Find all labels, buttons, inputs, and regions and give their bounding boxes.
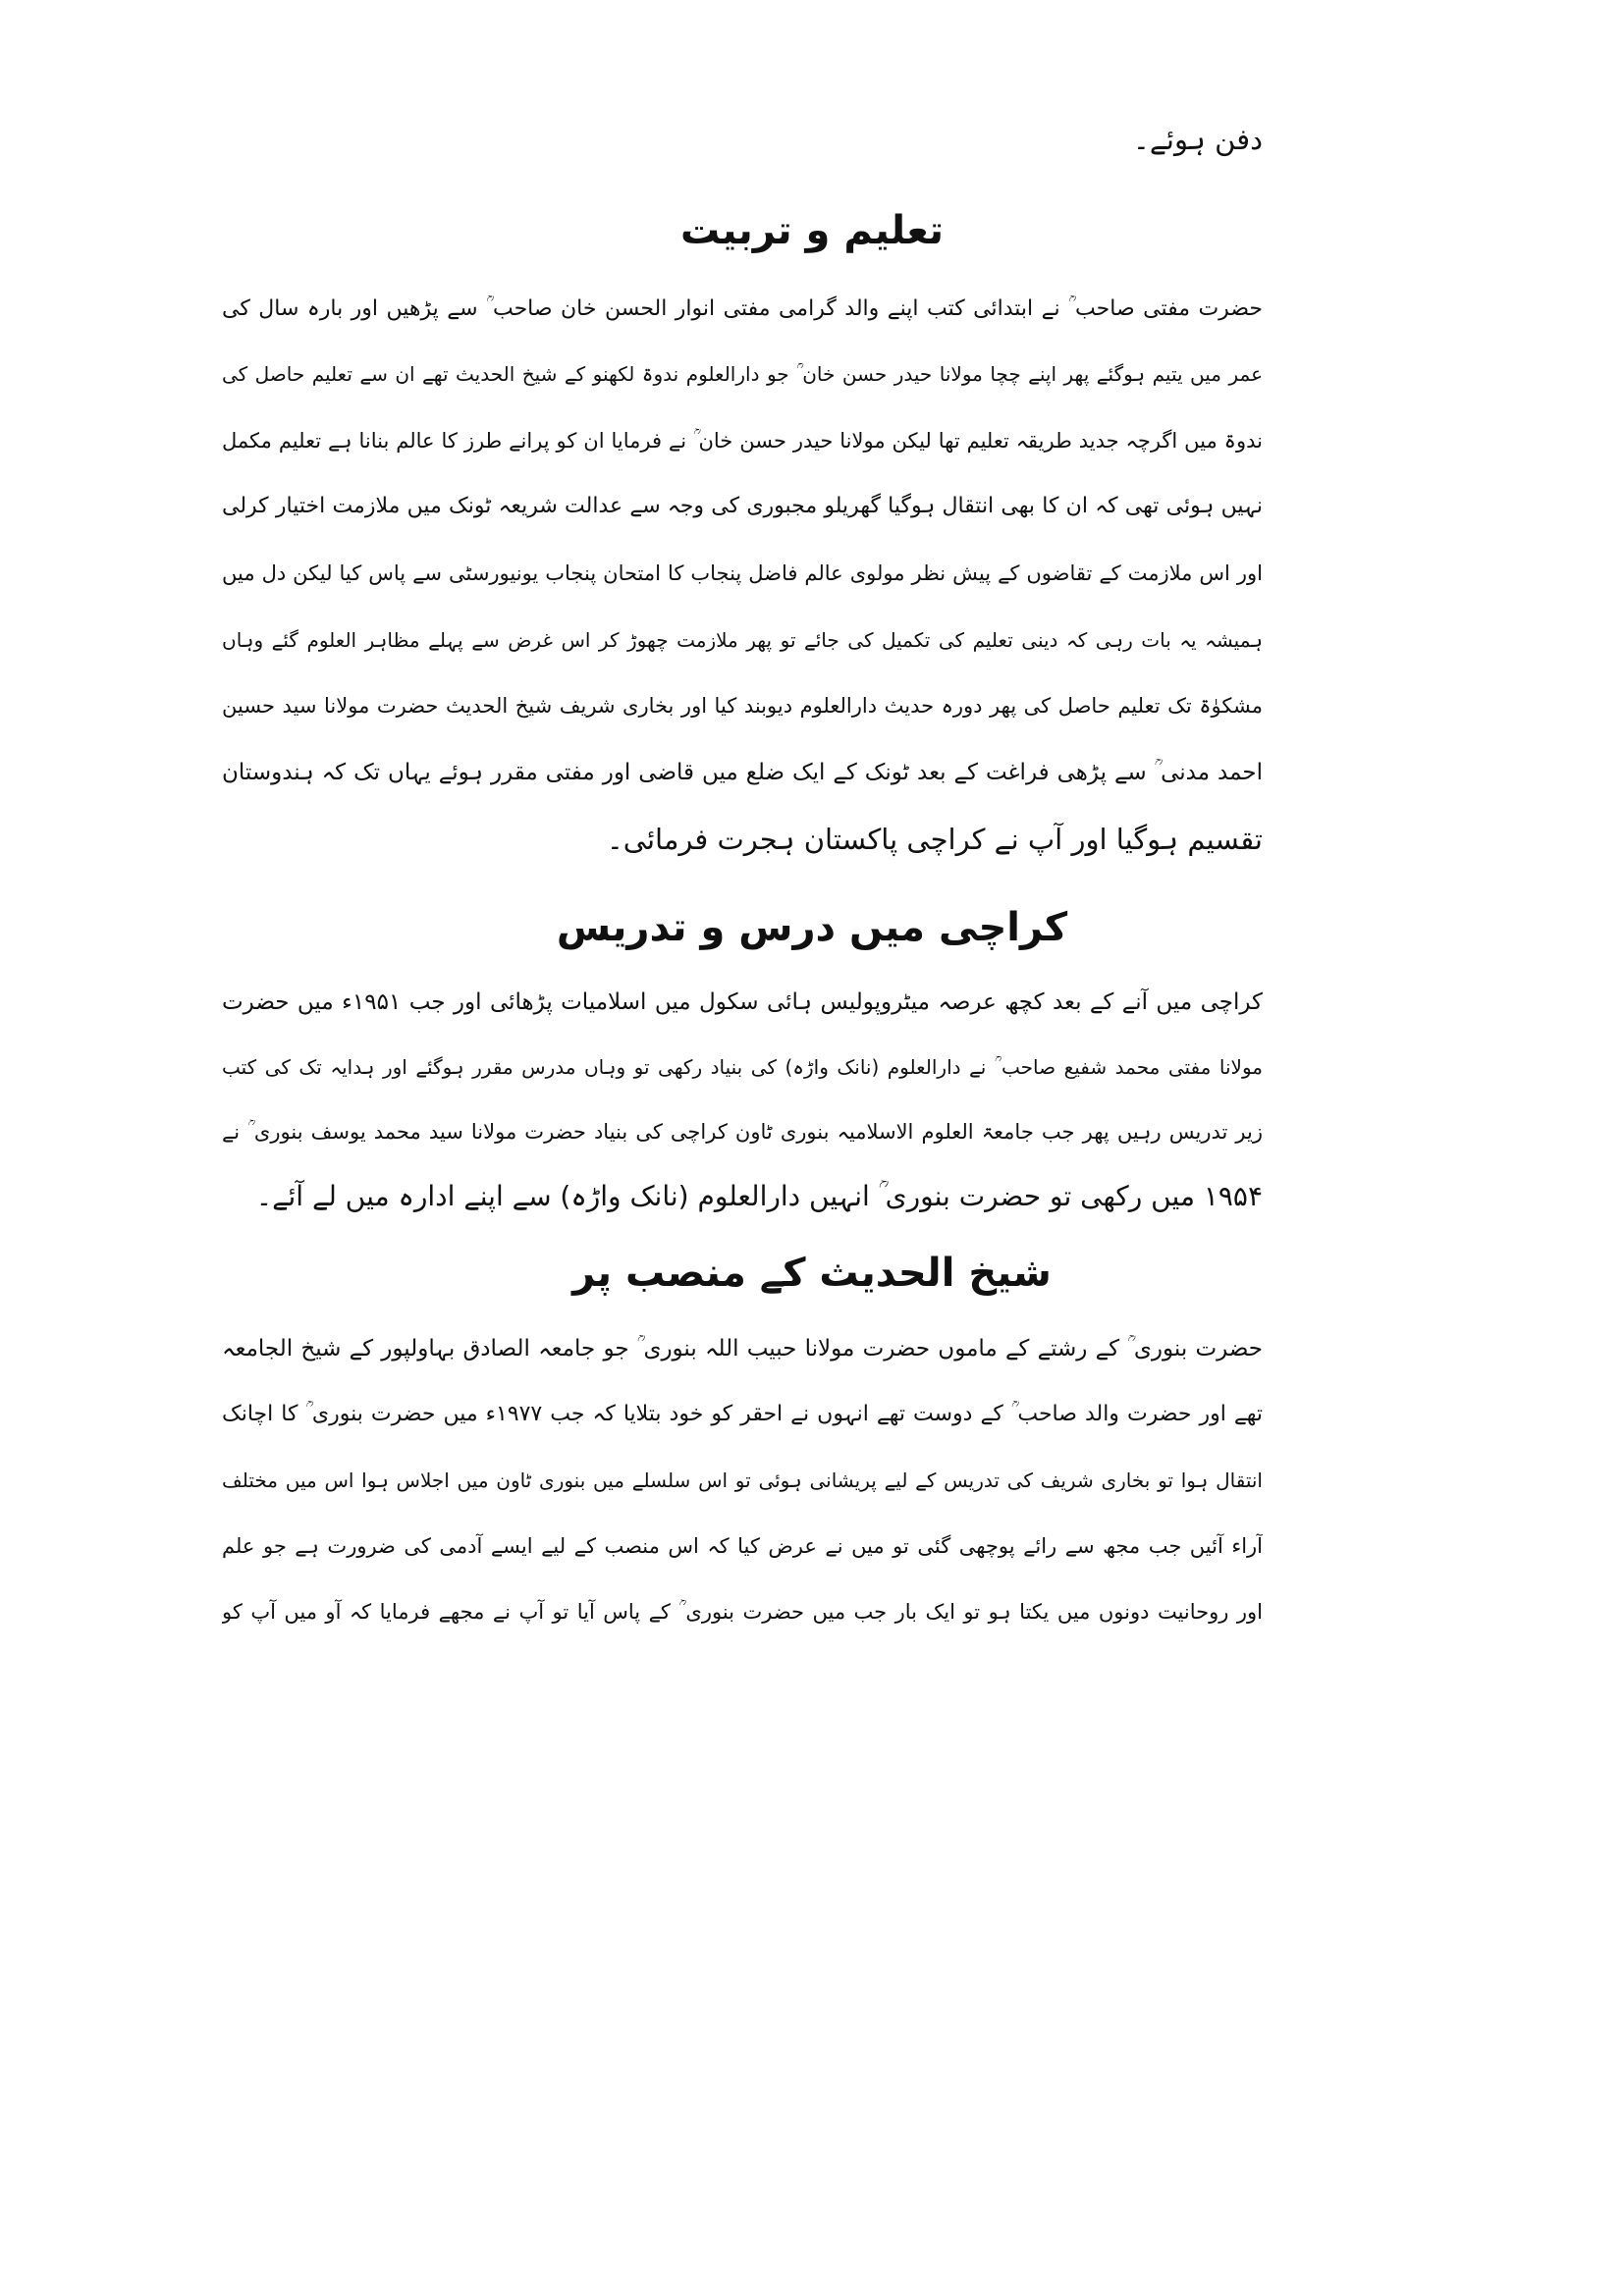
paragraph-line: زیر تدریس رہیں پھر جب جامعۃ العلوم الاسلامیہ بنوری ٹاون کراچی کی بنیاد حضرت مولانا سید محمد یوسف بنوری ؒ نے: [222, 1120, 1263, 1144]
paragraph-line: تقسیم ہوگیا اور آپ نے کراچی پاکستان ہجرت فرمائی۔: [606, 823, 1263, 856]
paragraph-line: ندوۃ میں اگرچہ جدید طریقہ تعلیم تھا لیکن مولانا حیدر حسن خان ؒ نے فرمایا ان کو پرانے طرز کا عالم بنانا ہے تعلیم مکمل: [222, 429, 1263, 453]
paragraph-line: ۱۹۵۴ میں رکھی تو حضرت بنوری ؒ انہیں دارالعلوم (نانک واڑہ) سے اپنے ادارہ میں لے آئے۔: [255, 1180, 1263, 1212]
paragraph-line: کراچی میں آنے کے بعد کچھ عرصہ میٹروپولیس ہائی سکول میں اسلامیات پڑھائی اور جب ۱۹۵۱ء میں حضرت: [222, 989, 1263, 1015]
section-heading-shaykh-al-hadith: شیخ الحدیث کے منصب پر: [572, 1251, 1052, 1296]
paragraph-line: عمر میں یتیم ہوگئے پھر اپنے چچا مولانا حیدر حسن خان ؒ جو دارالعلوم ندوۃ لکھنو کے شیخ الحدیث تھے ان سے تعلیم حاصل کی: [222, 362, 1263, 386]
paragraph-line: حضرت بنوری ؒ کے رشتے کے ماموں حضرت مولانا حبیب اللہ بنوری ؒ جو جامعہ الصادق بہاولپور کے شیخ الجامعہ: [222, 1336, 1263, 1362]
top-fragment-text: دفن ہوئے۔: [1132, 123, 1263, 156]
section-heading-education: تعلیم و تربیت: [680, 208, 944, 253]
paragraph-line: تھے اور حضرت والد صاحب ؒ کے دوست تھے انہوں نے احقر کو خود بتلایا کہ جب ۱۹۷۷ء میں حضرت بنوری ؒ کا اچانک: [222, 1402, 1263, 1426]
paragraph-line: ہمیشہ یہ بات رہی کہ دینی تعلیم کی تکمیل کی جائے تو پھر ملازمت چھوڑ کر اس غرض سے پہلے مظاہر العلوم گئے وہاں: [222, 628, 1263, 652]
paragraph-line: آراء آئیں جب مجھ سے رائے پوچھی گئی تو میں نے عرض کیا کہ اس منصب کے لیے ایسے آدمی کی ضرورت ہے جو علم: [222, 1534, 1263, 1558]
paragraph-line: حضرت مفتی صاحب ؒ نے ابتدائی کتب اپنے والد گرامی مفتی انوار الحسن خان صاحب ؒ سے پڑھیں اور بارہ سال کی: [222, 296, 1263, 321]
paragraph-line: احمد مدنی ؒ سے پڑھی فراغت کے بعد ٹونک کے ایک ضلع میں قاضی اور مفتی مقرر ہوئے یہاں تک کہ ہندوستان: [222, 760, 1263, 785]
paragraph-line: مولانا مفتی محمد شفیع صاحب ؒ نے دارالعلوم (نانک واڑہ) کی بنیاد رکھی تو وہاں مدرس مقرر ہوگئے اور ہدایہ تک کی کتب: [222, 1055, 1263, 1079]
paragraph-line: مشکوٰۃ تک تعلیم حاصل کی پھر دورہ حدیث دارالعلوم دیوبند کیا اور بخاری شریف شیخ الحدیث حضرت مولانا سید حسین: [222, 694, 1263, 718]
paragraph-line: اور اس ملازمت کے تقاضوں کے پیش نظر مولوی عالم فاضل پنجاب کا امتحان پنجاب یونیورسٹی سے پاس کیا لیکن دل میں: [222, 561, 1263, 585]
section-heading-karachi-teaching: کراچی میں درس و تدریس: [556, 905, 1068, 950]
paragraph-line: انتقال ہوا تو بخاری شریف کی تدریس کے لیے پریشانی ہوئی تو اس سلسلے میں بنوری ٹاون میں اجلاس ہوا اس میں مختلف: [222, 1468, 1263, 1492]
paragraph-line: نہیں ہوئی تھی کہ ان کا بھی انتقال ہوگیا گھریلو مجبوری کی وجہ سے عدالت شریعہ ٹونک میں ملازمت اختیار کرلی: [222, 494, 1263, 518]
paragraph-line: اور روحانیت دونوں میں یکتا ہو تو ایک بار جب میں حضرت بنوری ؒ کے پاس آیا تو آپ نے مجھے فرمایا کہ آو میں آپ کو: [222, 1600, 1263, 1624]
